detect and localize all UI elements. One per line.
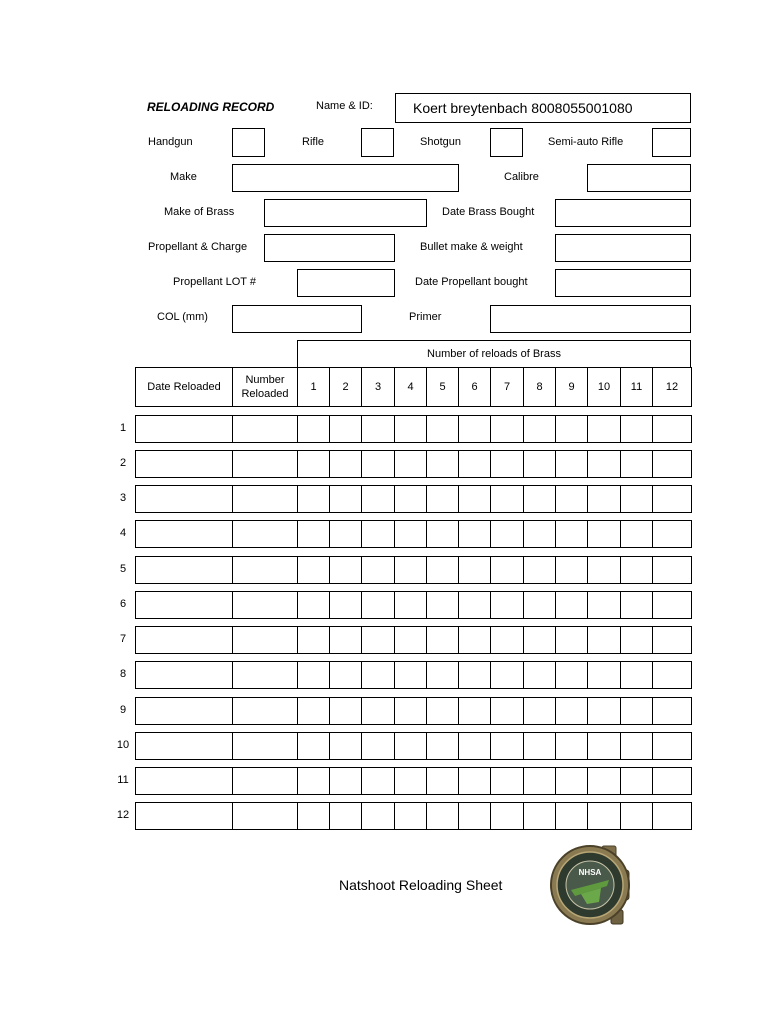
row-number: 4 — [119, 527, 127, 539]
reload-cell[interactable] — [361, 415, 395, 443]
reload-cell[interactable] — [523, 802, 556, 830]
reload-column-header-text: 6 — [471, 381, 478, 393]
reload-column-header — [587, 367, 621, 407]
reload-cell[interactable] — [297, 661, 330, 689]
reload-cell[interactable] — [620, 661, 653, 689]
reload-cell[interactable] — [523, 485, 556, 513]
reload-cell[interactable] — [426, 520, 459, 548]
number-reloaded-cell[interactable] — [232, 661, 298, 689]
nhsa-logo-graphic — [547, 842, 637, 928]
reload-column-header-text: 8 — [536, 381, 543, 393]
reload-cell[interactable] — [523, 767, 556, 795]
number-reloaded-cell[interactable] — [232, 732, 298, 760]
reload-cell[interactable] — [361, 767, 395, 795]
number-reloaded-cell[interactable] — [232, 485, 298, 513]
reload-column-header-text: 2 — [342, 381, 349, 393]
reload-cell[interactable] — [523, 626, 556, 654]
reload-cell[interactable] — [555, 591, 588, 619]
reload-cell[interactable] — [458, 802, 491, 830]
reload-cell[interactable] — [587, 661, 621, 689]
reload-column-header — [426, 367, 459, 407]
reload-cell[interactable] — [620, 697, 653, 725]
nhsa-logo — [547, 842, 637, 928]
reload-cell[interactable] — [652, 450, 692, 478]
reload-column-header — [297, 367, 330, 407]
number-reloaded-cell[interactable] — [232, 520, 298, 548]
date-reloaded-cell[interactable] — [135, 626, 233, 654]
reload-cell[interactable] — [587, 591, 621, 619]
reload-cell[interactable] — [426, 697, 459, 725]
reload-cell[interactable] — [490, 802, 524, 830]
reload-cell[interactable] — [394, 485, 427, 513]
reload-cell[interactable] — [652, 556, 692, 584]
reload-cell[interactable] — [555, 450, 588, 478]
reload-cell[interactable] — [490, 591, 524, 619]
reload-column-header — [652, 367, 692, 407]
reload-cell[interactable] — [361, 450, 395, 478]
reload-cell[interactable] — [329, 697, 362, 725]
reload-cell[interactable] — [361, 661, 395, 689]
reload-cell[interactable] — [555, 767, 588, 795]
reload-cell[interactable] — [297, 626, 330, 654]
date-brass-bought-label: Date Brass Bought — [442, 206, 535, 218]
reload-column-header-text: 10 — [597, 381, 611, 393]
reload-cell[interactable] — [361, 732, 395, 760]
propellant-lot-label: Propellant LOT # — [173, 276, 256, 288]
reload-cell[interactable] — [652, 485, 692, 513]
reload-cell[interactable] — [555, 520, 588, 548]
number-reloaded-cell[interactable] — [232, 767, 298, 795]
primer-label: Primer — [409, 311, 442, 323]
semi-auto-checkbox[interactable] — [652, 128, 691, 157]
reload-cell[interactable] — [652, 767, 692, 795]
propellant-charge-field[interactable] — [264, 234, 395, 262]
reload-column-header — [458, 367, 491, 407]
row-number: 9 — [119, 704, 127, 716]
reload-cell[interactable] — [490, 697, 524, 725]
reload-cell[interactable] — [620, 626, 653, 654]
shotgun-label: Shotgun — [420, 136, 461, 148]
reload-column-header — [490, 367, 524, 407]
rifle-checkbox[interactable] — [361, 128, 394, 157]
reload-cell[interactable] — [329, 520, 362, 548]
calibre-label: Calibre — [504, 171, 539, 183]
shotgun-checkbox[interactable] — [490, 128, 523, 157]
row-number: 12 — [116, 809, 130, 821]
reload-cell[interactable] — [652, 802, 692, 830]
reload-column-header-text: 5 — [439, 381, 446, 393]
reload-cell[interactable] — [394, 450, 427, 478]
reload-cell[interactable] — [620, 485, 653, 513]
reload-cell[interactable] — [620, 732, 653, 760]
reload-cell[interactable] — [426, 767, 459, 795]
row-number: 5 — [119, 563, 127, 575]
date-reloaded-cell[interactable] — [135, 767, 233, 795]
reload-column-header-text: 4 — [407, 381, 414, 393]
date-propellant-bought-label: Date Propellant bought — [415, 276, 528, 288]
reload-cell[interactable] — [652, 415, 692, 443]
reload-cell[interactable] — [458, 732, 491, 760]
number-reloaded-cell[interactable] — [232, 450, 298, 478]
reload-cell[interactable] — [458, 556, 491, 584]
number-reloaded-header-line1: Number — [245, 374, 285, 386]
bullet-make-weight-label: Bullet make & weight — [420, 241, 523, 253]
reload-column-header — [361, 367, 395, 407]
reload-cell[interactable] — [458, 520, 491, 548]
reload-cell[interactable] — [555, 697, 588, 725]
reload-cell[interactable] — [394, 732, 427, 760]
reload-cell[interactable] — [329, 450, 362, 478]
name-id-value: Koert breytenbach 8008055001080 — [413, 100, 633, 116]
reload-cell[interactable] — [555, 485, 588, 513]
footer-title: Natshoot Reloading Sheet — [339, 877, 503, 893]
reload-cell[interactable] — [458, 626, 491, 654]
reload-cell[interactable] — [426, 802, 459, 830]
semi-auto-label: Semi-auto Rifle — [548, 136, 624, 148]
reload-cell[interactable] — [394, 626, 427, 654]
reload-cell[interactable] — [620, 556, 653, 584]
reload-cell[interactable] — [523, 415, 556, 443]
reload-cell[interactable] — [458, 697, 491, 725]
reload-cell[interactable] — [329, 415, 362, 443]
reload-cell[interactable] — [297, 591, 330, 619]
date-reloaded-cell[interactable] — [135, 802, 233, 830]
reload-cell[interactable] — [394, 556, 427, 584]
reload-column-header — [329, 367, 362, 407]
reloads-group-header-text: Number of reloads of Brass — [427, 348, 561, 360]
reload-cell[interactable] — [555, 802, 588, 830]
reload-cell[interactable] — [426, 556, 459, 584]
date-propellant-bought-field[interactable] — [555, 269, 691, 297]
reload-cell[interactable] — [587, 520, 621, 548]
reload-column-header — [620, 367, 653, 407]
date-reloaded-cell[interactable] — [135, 591, 233, 619]
reload-cell[interactable] — [587, 626, 621, 654]
reload-cell[interactable] — [394, 802, 427, 830]
row-number: 1 — [119, 422, 127, 434]
reload-cell[interactable] — [652, 661, 692, 689]
reload-column-header-text: 11 — [630, 381, 643, 393]
reload-cell[interactable] — [361, 697, 395, 725]
reload-cell[interactable] — [652, 520, 692, 548]
reload-cell[interactable] — [587, 415, 621, 443]
reload-cell[interactable] — [361, 556, 395, 584]
reload-column-header-text: 9 — [568, 381, 575, 393]
reload-cell[interactable] — [620, 802, 653, 830]
row-number: 6 — [119, 598, 127, 610]
bullet-make-weight-field[interactable] — [555, 234, 691, 262]
col-field[interactable] — [232, 305, 362, 333]
date-reloaded-cell[interactable] — [135, 450, 233, 478]
rifle-label: Rifle — [302, 136, 325, 148]
reload-cell[interactable] — [329, 732, 362, 760]
reload-cell[interactable] — [458, 485, 491, 513]
reload-cell[interactable] — [297, 415, 330, 443]
reload-cell[interactable] — [361, 485, 395, 513]
make-label: Make — [170, 171, 197, 183]
number-reloaded-cell[interactable] — [232, 415, 298, 443]
date-reloaded-cell[interactable] — [135, 520, 233, 548]
reload-column-header-text: 1 — [310, 381, 317, 393]
handgun-label: Handgun — [148, 136, 193, 148]
reload-cell[interactable] — [587, 697, 621, 725]
reload-cell[interactable] — [297, 450, 330, 478]
reload-cell[interactable] — [458, 661, 491, 689]
reload-cell[interactable] — [297, 485, 330, 513]
reload-cell[interactable] — [523, 697, 556, 725]
make-of-brass-field[interactable] — [264, 199, 427, 227]
primer-field[interactable] — [490, 305, 691, 333]
reload-cell[interactable] — [329, 802, 362, 830]
reload-column-header — [555, 367, 588, 407]
reload-cell[interactable] — [329, 661, 362, 689]
reload-cell[interactable] — [329, 485, 362, 513]
reload-cell[interactable] — [523, 450, 556, 478]
reload-cell[interactable] — [297, 732, 330, 760]
reload-cell[interactable] — [458, 415, 491, 443]
reload-cell[interactable] — [620, 450, 653, 478]
number-reloaded-header-line2: Reloaded — [241, 388, 289, 400]
reload-cell[interactable] — [458, 591, 491, 619]
number-reloaded-cell[interactable] — [232, 802, 298, 830]
reload-cell[interactable] — [394, 767, 427, 795]
date-reloaded-cell[interactable] — [135, 661, 233, 689]
calibre-field[interactable] — [587, 164, 691, 192]
reload-cell[interactable] — [587, 802, 621, 830]
reload-cell[interactable] — [361, 626, 395, 654]
propellant-charge-label: Propellant & Charge — [148, 241, 248, 253]
reload-cell[interactable] — [523, 556, 556, 584]
number-reloaded-cell[interactable] — [232, 697, 298, 725]
reload-cell[interactable] — [426, 661, 459, 689]
reload-cell[interactable] — [426, 591, 459, 619]
reload-cell[interactable] — [555, 556, 588, 584]
row-number: 11 — [117, 774, 129, 786]
reload-column-header-text: 3 — [374, 381, 382, 393]
reload-cell[interactable] — [523, 520, 556, 548]
reload-cell[interactable] — [523, 661, 556, 689]
reload-cell[interactable] — [458, 450, 491, 478]
date-brass-bought-field[interactable] — [555, 199, 691, 227]
reload-cell[interactable] — [297, 767, 330, 795]
reload-cell[interactable] — [490, 485, 524, 513]
reload-cell[interactable] — [555, 732, 588, 760]
reload-cell[interactable] — [329, 626, 362, 654]
make-field[interactable] — [232, 164, 459, 192]
reload-cell[interactable] — [620, 767, 653, 795]
reload-cell[interactable] — [361, 802, 395, 830]
reload-cell[interactable] — [620, 415, 653, 443]
reload-cell[interactable] — [490, 732, 524, 760]
reload-cell[interactable] — [297, 520, 330, 548]
reload-cell[interactable] — [426, 485, 459, 513]
reload-cell[interactable] — [329, 556, 362, 584]
reload-cell[interactable] — [490, 450, 524, 478]
row-number: 8 — [119, 668, 127, 680]
reload-cell[interactable] — [555, 626, 588, 654]
reload-cell[interactable] — [394, 661, 427, 689]
reload-cell[interactable] — [652, 697, 692, 725]
reload-cell[interactable] — [329, 767, 362, 795]
reload-cell[interactable] — [523, 732, 556, 760]
reload-cell[interactable] — [394, 520, 427, 548]
reloads-group-header — [297, 340, 691, 368]
reload-cell[interactable] — [620, 520, 653, 548]
reload-cell[interactable] — [652, 732, 692, 760]
reload-cell[interactable] — [490, 415, 524, 443]
date-reloaded-cell[interactable] — [135, 485, 233, 513]
reload-cell[interactable] — [426, 450, 459, 478]
number-reloaded-cell[interactable] — [232, 556, 298, 584]
reload-cell[interactable] — [361, 520, 395, 548]
date-reloaded-cell[interactable] — [135, 556, 233, 584]
date-reloaded-header-text: Date Reloaded — [147, 381, 221, 393]
reload-cell[interactable] — [394, 697, 427, 725]
date-reloaded-cell[interactable] — [135, 732, 233, 760]
name-id-label: Name & ID: — [316, 100, 373, 112]
reload-cell[interactable] — [620, 591, 653, 619]
date-reloaded-cell[interactable] — [135, 415, 233, 443]
reload-column-header-text: 7 — [503, 381, 511, 393]
reload-column-header — [394, 367, 427, 407]
handgun-checkbox[interactable] — [232, 128, 265, 157]
reload-cell[interactable] — [587, 485, 621, 513]
reload-cell[interactable] — [555, 415, 588, 443]
reload-column-header-text: 12 — [665, 381, 679, 393]
reload-cell[interactable] — [458, 767, 491, 795]
number-reloaded-cell[interactable] — [232, 591, 298, 619]
row-number: 7 — [119, 633, 127, 645]
reload-cell[interactable] — [587, 556, 621, 584]
reload-cell[interactable] — [329, 591, 362, 619]
reload-cell[interactable] — [361, 591, 395, 619]
reload-cell[interactable] — [426, 626, 459, 654]
reload-column-header — [523, 367, 556, 407]
propellant-lot-field[interactable] — [297, 269, 395, 297]
nhsa-logo-text: NHSA — [578, 868, 602, 877]
date-reloaded-header — [135, 367, 233, 407]
reload-cell[interactable] — [652, 591, 692, 619]
page-title: RELOADING RECORD — [147, 100, 275, 114]
row-number: 2 — [119, 457, 127, 469]
reload-cell[interactable] — [587, 767, 621, 795]
reload-cell[interactable] — [426, 732, 459, 760]
reload-cell[interactable] — [426, 415, 459, 443]
date-reloaded-cell[interactable] — [135, 697, 233, 725]
row-number: 10 — [116, 739, 130, 751]
make-of-brass-label: Make of Brass — [164, 206, 235, 218]
reload-cell[interactable] — [587, 450, 621, 478]
reload-cell[interactable] — [652, 626, 692, 654]
number-reloaded-header — [232, 367, 298, 407]
reload-cell[interactable] — [297, 697, 330, 725]
reload-cell[interactable] — [297, 802, 330, 830]
reload-cell[interactable] — [523, 591, 556, 619]
reload-cell[interactable] — [490, 626, 524, 654]
reload-cell[interactable] — [490, 556, 524, 584]
reload-cell[interactable] — [490, 520, 524, 548]
row-number: 3 — [119, 492, 127, 504]
reload-cell[interactable] — [490, 661, 524, 689]
reload-cell[interactable] — [587, 732, 621, 760]
reload-cell[interactable] — [297, 556, 330, 584]
col-label: COL (mm) — [157, 311, 208, 323]
reload-cell[interactable] — [394, 415, 427, 443]
reload-cell[interactable] — [490, 767, 524, 795]
reload-cell[interactable] — [394, 591, 427, 619]
reload-cell[interactable] — [555, 661, 588, 689]
number-reloaded-cell[interactable] — [232, 626, 298, 654]
